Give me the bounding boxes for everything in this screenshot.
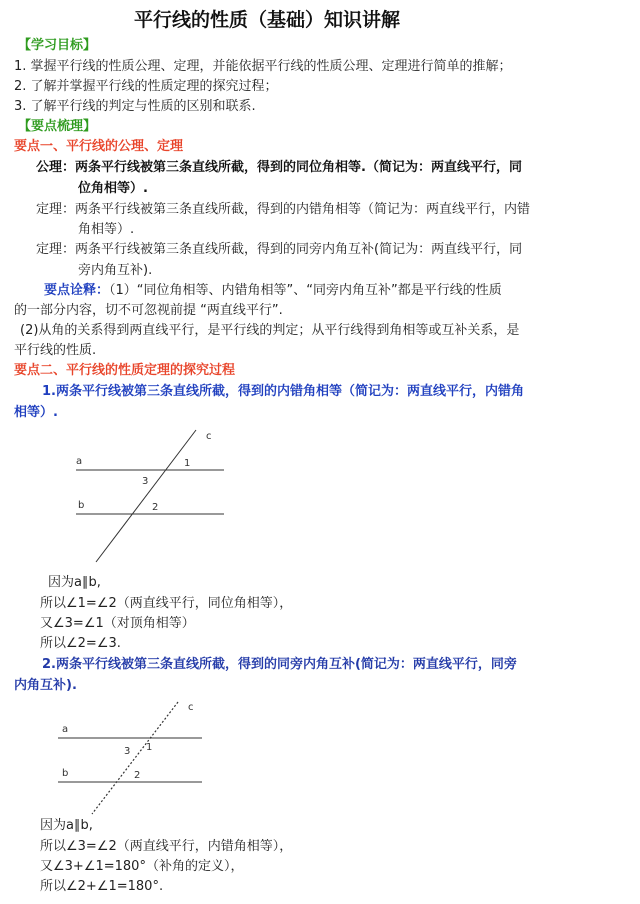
note-line-3: (2)从角的关系得到两直线平行，是平行线的判定；从平行线得到角相等或互补关系，是	[20, 323, 520, 338]
label-b: b	[62, 768, 69, 779]
note-text-1: （1）“同位角相等、内错角相等”、“同旁内角互补”都是平行线的性质	[109, 283, 502, 298]
theorem1-line-2: 角相等）.	[78, 222, 135, 237]
proof1-line-3: 又∠3=∠1（对顶角相等）	[40, 616, 195, 631]
note-line-1	[44, 282, 502, 300]
angle-3-label: 3	[124, 746, 131, 757]
line-c	[92, 702, 178, 814]
outline-header: 【要点梳理】	[18, 119, 97, 134]
goal-item-1: 1. 掌握平行线的性质公理、定理，并能依据平行线的性质公理、定理进行简单的推解；	[14, 59, 512, 74]
figure-2-parallel-lines	[50, 698, 210, 816]
axiom-line-2: 位角相等）.	[78, 181, 148, 196]
item2-line-2: 内角互补).	[14, 678, 77, 693]
theorem1-line-1: 定理：两条平行线被第三条直线所截，得到的内错角相等（简记为：两直线平行，内错	[36, 202, 531, 217]
note-line-2: 的一部分内容，切不可忽视前提 “两直线平行”.	[14, 303, 283, 318]
proof2-line-2: 所以∠3=∠2（两直线平行，内错角相等），	[40, 839, 293, 854]
axiom-line-1: 公理：两条平行线被第三条直线所截，得到的同位角相等.（简记为：两直线平行，同	[36, 160, 522, 175]
note-label: 要点诠释：	[44, 283, 110, 298]
angle-3-label: 3	[142, 476, 149, 487]
label-c: c	[188, 702, 194, 713]
label-b: b	[78, 500, 85, 511]
proof2-line-1: 因为a∥b,	[40, 818, 93, 833]
angle-2-label: 2	[152, 502, 159, 513]
angle-1-label: 1	[184, 458, 191, 469]
proof1-line-4: 所以∠2=∠3.	[40, 636, 121, 651]
item1-line-2: 相等）.	[14, 405, 58, 420]
figure-1-parallel-lines	[60, 426, 240, 568]
proof1-line-1: 因为a∥b,	[48, 575, 101, 590]
theorem2-line-1: 定理：两条平行线被第三条直线所截，得到的同旁内角互补(简记为：两直线平行，同	[36, 242, 523, 257]
angle-1-label: 1	[146, 742, 153, 753]
goals-header: 【学习目标】	[18, 38, 97, 53]
theorem2-line-2: 旁内角互补).	[78, 263, 153, 278]
proof2-line-4: 所以∠2+∠1=180°.	[40, 879, 164, 894]
item2-line-1: 2.两条平行线被第三条直线所截，得到的同旁内角互补(简记为：两直线平行，同旁	[42, 657, 517, 672]
angle-2-label: 2	[134, 770, 141, 781]
page-title: 平行线的性质（基础）知识讲解	[134, 9, 401, 31]
label-a: a	[62, 724, 69, 735]
line-c	[96, 430, 196, 562]
goal-item-2: 2. 了解并掌握平行线的性质定理的探究过程；	[14, 79, 278, 94]
proof2-line-3: 又∠3+∠1=180°（补角的定义），	[40, 859, 244, 874]
point2-header: 要点二、平行线的性质定理的探究过程	[14, 363, 236, 378]
point1-header: 要点一、平行线的公理、定理	[14, 139, 184, 154]
proof1-line-2: 所以∠1=∠2（两直线平行，同位角相等），	[40, 596, 293, 611]
label-c: c	[206, 431, 212, 442]
item1-line-1: 1.两条平行线被第三条直线所截，得到的内错角相等（简记为：两直线平行，内错角	[42, 384, 524, 399]
label-a: a	[76, 456, 83, 467]
goal-item-3: 3. 了解平行线的判定与性质的区别和联系.	[14, 99, 256, 114]
note-line-4: 平行线的性质.	[14, 343, 97, 358]
